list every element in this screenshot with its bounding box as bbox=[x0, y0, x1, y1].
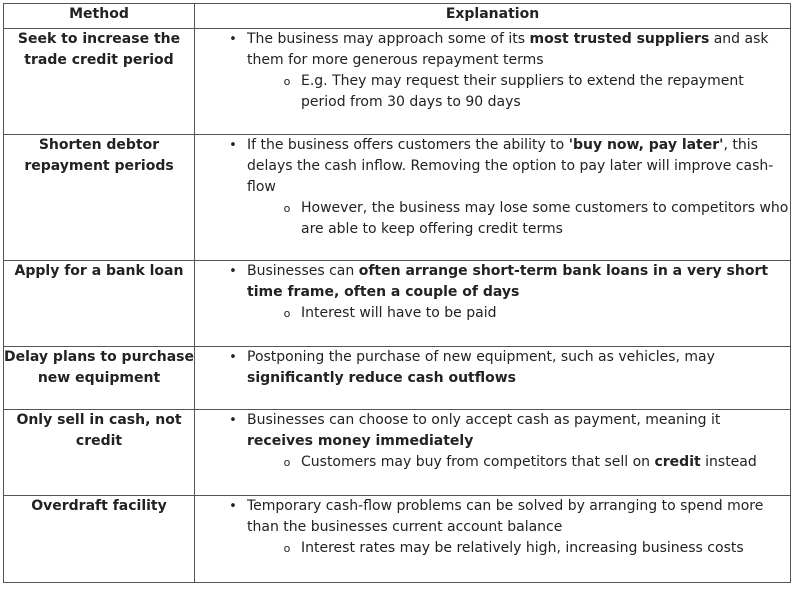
table-row bbox=[4, 347, 791, 410]
bullet-point bbox=[195, 29, 790, 71]
bullet-icon: • bbox=[229, 32, 237, 47]
bullet-icon: • bbox=[229, 350, 237, 365]
text-segment: receives money immediately bbox=[247, 433, 474, 449]
circle-bullet-icon: o bbox=[283, 75, 291, 88]
text-segment: significantly reduce cash outflows bbox=[247, 370, 517, 386]
explanation-cell bbox=[195, 347, 791, 410]
method-cell: Seek to increase the trade credit period bbox=[4, 29, 195, 135]
explanation-cell bbox=[195, 496, 791, 583]
explanation-cell bbox=[195, 261, 791, 347]
text-segment: , this delays the cash inflow. Removing the option to pay later will improve cash-flow bbox=[247, 137, 774, 195]
method-cell: Overdraft facility bbox=[4, 496, 195, 583]
bullet-icon: • bbox=[229, 413, 237, 428]
bullet-text bbox=[247, 410, 790, 452]
circle-bullet-icon: o bbox=[283, 542, 291, 555]
bullet-point bbox=[195, 410, 790, 452]
explanation-header: Explanation bbox=[195, 4, 791, 29]
text-segment: 'buy now, pay later' bbox=[568, 137, 724, 153]
sub-bullet-text bbox=[301, 198, 790, 240]
sub-bullet-point bbox=[195, 71, 790, 113]
text-segment: The business may approach some of its bbox=[247, 31, 530, 47]
sub-bullet-text bbox=[301, 538, 790, 559]
sub-bullet-point bbox=[195, 538, 790, 559]
sub-bullet-text bbox=[301, 452, 790, 473]
circle-bullet-icon: o bbox=[283, 456, 291, 469]
methods-table bbox=[3, 3, 791, 583]
text-segment: E.g. They may request their suppliers to extend the repayment period from 30 days to 90 days bbox=[301, 73, 744, 110]
text-segment: Interest will have to be paid bbox=[301, 305, 497, 321]
bullet-text bbox=[247, 29, 790, 71]
text-segment: However, the business may lose some customers to competitors who are able to keep offering credit terms bbox=[301, 200, 789, 237]
text-segment: often arrange short-term bank loans in a very short time frame, often a couple of days bbox=[247, 263, 769, 300]
sub-bullet-point bbox=[195, 198, 790, 240]
text-segment: and ask them for more generous repayment terms bbox=[247, 31, 769, 68]
method-cell: Shorten debtor repayment periods bbox=[4, 135, 195, 261]
text-segment: Businesses can choose to only accept cash as payment, meaning it bbox=[247, 412, 721, 428]
bullet-text bbox=[247, 135, 790, 198]
method-cell: Delay plans to purchase new equipment bbox=[4, 347, 195, 410]
bullet-text bbox=[247, 496, 790, 538]
text-segment: If the business offers customers the ability to bbox=[247, 137, 569, 153]
sub-bullet-point bbox=[195, 452, 790, 473]
bullet-icon: • bbox=[229, 499, 237, 514]
bullet-text bbox=[247, 261, 790, 303]
method-header: Method bbox=[4, 4, 195, 29]
bullet-icon: • bbox=[229, 138, 237, 153]
bullet-point bbox=[195, 496, 790, 538]
text-segment: instead bbox=[700, 454, 757, 470]
text-segment: Temporary cash-flow problems can be solved by arranging to spend more than the businesses current account balance bbox=[247, 498, 764, 535]
table-row bbox=[4, 135, 791, 261]
text-segment: Businesses can bbox=[247, 263, 359, 279]
bullet-point bbox=[195, 135, 790, 198]
text-segment: Interest rates may be relatively high, increasing business costs bbox=[301, 540, 744, 556]
method-cell: Only sell in cash, not credit bbox=[4, 410, 195, 496]
explanation-cell bbox=[195, 410, 791, 496]
header-row bbox=[4, 4, 791, 29]
circle-bullet-icon: o bbox=[283, 307, 291, 320]
bullet-point bbox=[195, 347, 790, 389]
table-row bbox=[4, 496, 791, 583]
bullet-text bbox=[247, 347, 790, 389]
explanation-cell bbox=[195, 135, 791, 261]
text-segment: Postponing the purchase of new equipment, such as vehicles, may bbox=[247, 349, 715, 365]
text-segment: Customers may buy from competitors that sell on bbox=[301, 454, 655, 470]
sub-bullet-text bbox=[301, 71, 790, 113]
circle-bullet-icon: o bbox=[283, 202, 291, 215]
sub-bullet-text bbox=[301, 303, 790, 324]
sub-bullet-point bbox=[195, 303, 790, 324]
table-row bbox=[4, 29, 791, 135]
explanation-cell bbox=[195, 29, 791, 135]
text-segment: credit bbox=[654, 454, 701, 470]
bullet-point bbox=[195, 261, 790, 303]
bullet-icon: • bbox=[229, 264, 237, 279]
text-segment: most trusted suppliers bbox=[529, 31, 710, 47]
table-row bbox=[4, 410, 791, 496]
method-cell: Apply for a bank loan bbox=[4, 261, 195, 347]
table-row bbox=[4, 261, 791, 347]
